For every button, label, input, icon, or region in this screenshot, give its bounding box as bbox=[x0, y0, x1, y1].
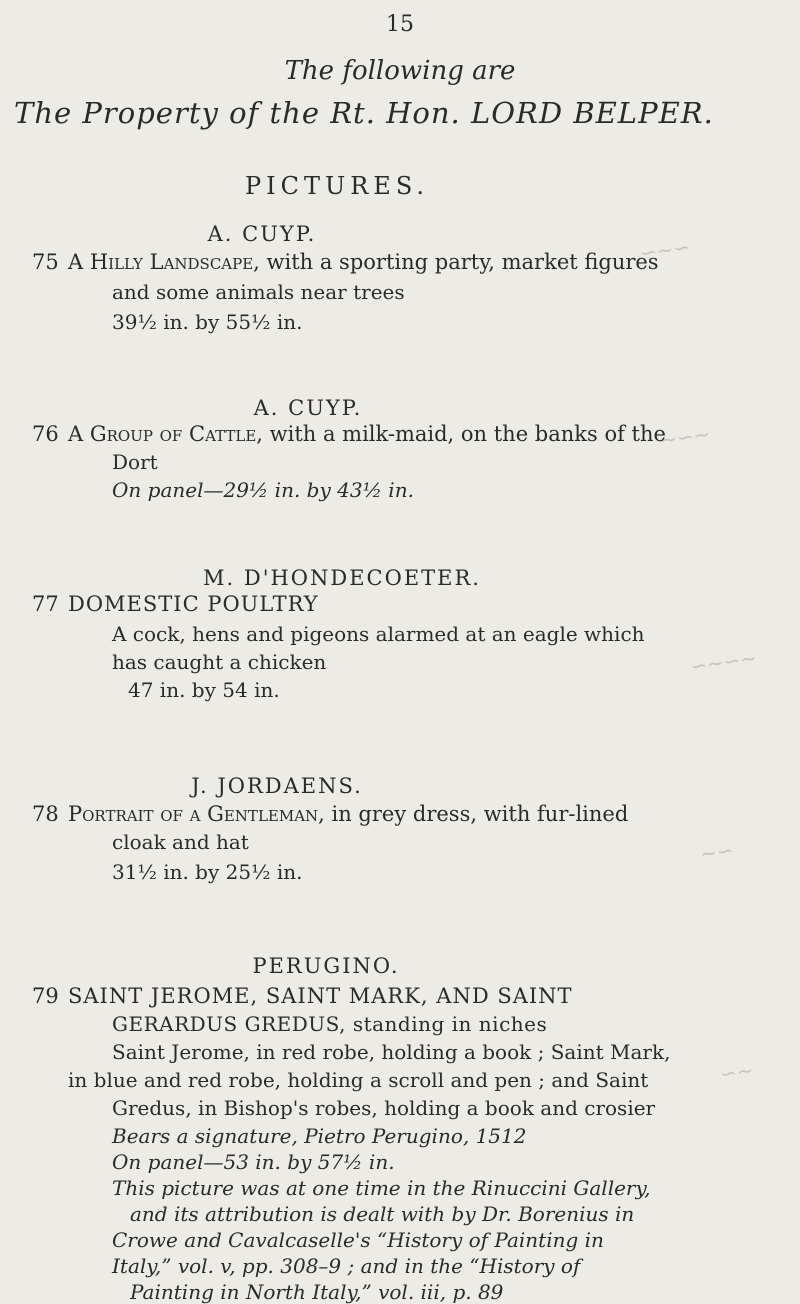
lot-title-caps: A Group of Cattle, bbox=[68, 422, 263, 446]
lot-title bbox=[68, 422, 666, 446]
provenance-line: Crowe and Cavalcaselle's “History of Painting in bbox=[112, 1228, 604, 1252]
lot-title-rest: with a sporting party, market figures bbox=[259, 250, 659, 274]
lot-title bbox=[68, 802, 628, 826]
provenance-line: Painting in North Italy,” vol. iii, p. 89 bbox=[130, 1280, 504, 1304]
dimensions-line: On panel—29½ in. by 43½ in. bbox=[112, 478, 414, 502]
provenance-line: This picture was at one time in the Rinuccini Gallery, bbox=[112, 1176, 651, 1200]
dimensions-line: 47 in. by 54 in. bbox=[128, 678, 280, 702]
lot-number: 77 bbox=[32, 592, 59, 616]
artist-name: PERUGINO. bbox=[252, 954, 400, 978]
bleed-through-mark: ∽∼∽∼ bbox=[688, 645, 759, 679]
section-title: PICTURES. bbox=[245, 172, 430, 200]
description-line: and some animals near trees bbox=[112, 280, 405, 304]
description-line: Gredus, in Bishop's robes, holding a book and crosier bbox=[112, 1096, 656, 1120]
lot-title-rest: SAINT JEROME, SAINT MARK, AND SAINT bbox=[68, 984, 573, 1008]
provenance-line: and its attribution is dealt with by Dr. Borenius in bbox=[130, 1202, 635, 1226]
lot-number: 78 bbox=[32, 802, 59, 826]
artist-name: J. JORDAENS. bbox=[191, 774, 363, 798]
description-line: has caught a chicken bbox=[112, 650, 327, 674]
owner-line: The Property of the Rt. Hon. LORD BELPER. bbox=[14, 96, 714, 130]
signature-line: Bears a signature, Pietro Perugino, 1512 bbox=[112, 1124, 527, 1148]
lot-title-rest: in grey dress, with fur-lined bbox=[324, 802, 629, 826]
provenance-line: Italy,” vol. v, pp. 308–9 ; and in the “History of bbox=[112, 1254, 581, 1278]
bleed-through-mark: ∼∽ bbox=[698, 837, 736, 867]
lot-title-caps: Portrait of a Gentleman, bbox=[68, 802, 325, 826]
lot-title bbox=[68, 250, 659, 274]
lot-title-rest: with a milk-maid, on the banks of the bbox=[262, 422, 666, 446]
description-line: cloak and hat bbox=[112, 830, 249, 854]
lot-title bbox=[68, 984, 573, 1008]
description-line: A cock, hens and pigeons alarmed at an eagle which bbox=[112, 622, 645, 646]
artist-name: A. CUYP. bbox=[253, 396, 363, 420]
dimensions-line: On panel—53 in. by 57½ in. bbox=[112, 1150, 395, 1174]
page-number: 15 bbox=[386, 12, 414, 37]
artist-name: A. CUYP. bbox=[207, 222, 317, 246]
bleed-through-mark: ∽∼∽ bbox=[638, 234, 692, 266]
lot-title-caps: A Hilly Landscape, bbox=[68, 250, 260, 274]
description-line: in blue and red robe, holding a scroll and pen ; and Saint bbox=[68, 1068, 649, 1092]
bleed-through-mark: ∽∼ bbox=[718, 1057, 756, 1087]
lot-number: 79 bbox=[32, 984, 59, 1008]
lot-number: 75 bbox=[32, 250, 59, 274]
lot-title bbox=[68, 592, 319, 616]
lot-title-rest: DOMESTIC POULTRY bbox=[68, 592, 319, 616]
intro-line: The following are bbox=[284, 56, 516, 86]
artist-name: M. D'HONDECOETER. bbox=[203, 566, 481, 590]
description-line: Dort bbox=[112, 450, 158, 474]
bleed-through-mark: ∼∽∼ bbox=[658, 421, 712, 453]
lot-number: 76 bbox=[32, 422, 59, 446]
dimensions-line: 31½ in. by 25½ in. bbox=[112, 860, 303, 884]
dimensions-line: 39½ in. by 55½ in. bbox=[112, 310, 303, 334]
description-line: GERARDUS GREDUS, standing in niches bbox=[112, 1012, 548, 1036]
description-line: Saint Jerome, in red robe, holding a book ; Saint Mark, bbox=[112, 1040, 671, 1064]
